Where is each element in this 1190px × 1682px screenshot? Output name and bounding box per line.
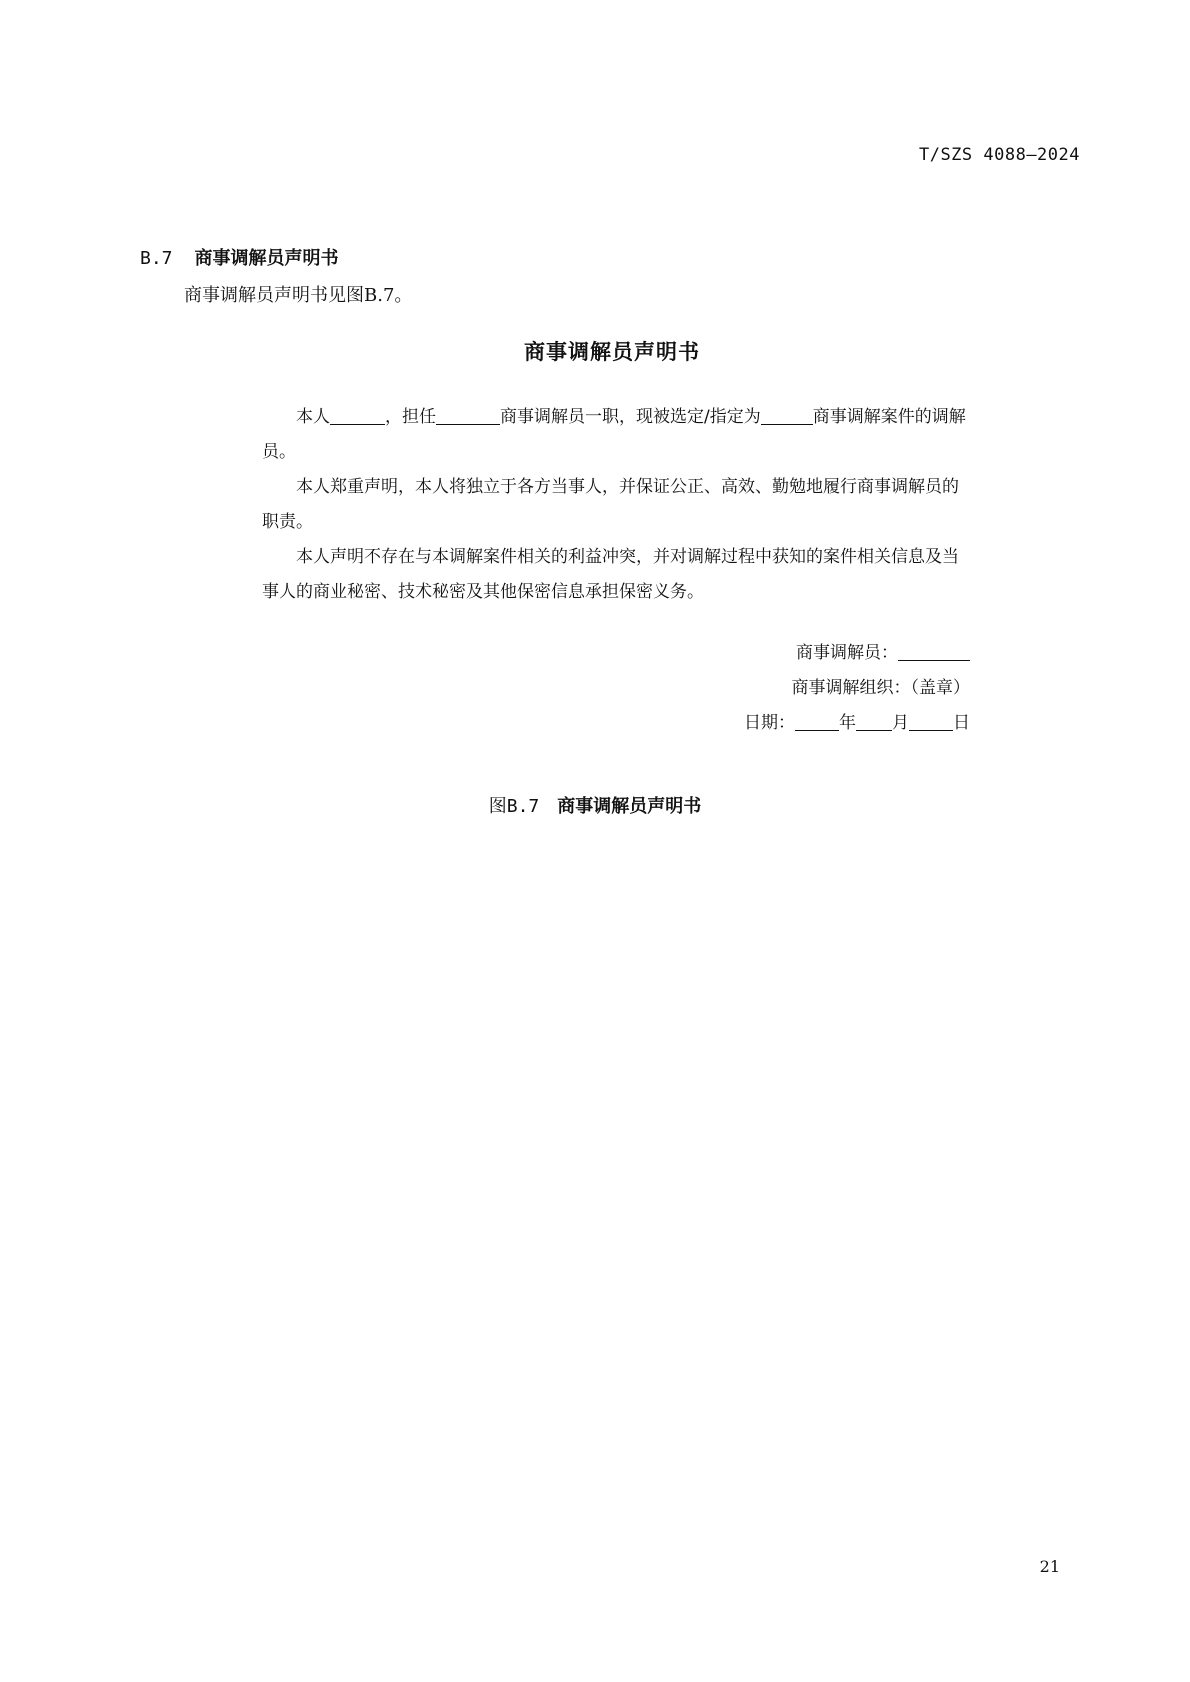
- mediator-blank: [898, 642, 970, 661]
- section-title: 商事调解员声明书: [194, 248, 339, 269]
- paragraph-text: 商事调解案件的调解员。: [262, 407, 966, 462]
- month-blank: [856, 712, 892, 731]
- name-blank: [330, 406, 385, 425]
- standard-number: T/SZS 4088—2024: [918, 145, 1080, 165]
- organization-blank: [436, 406, 500, 425]
- form-title: 商事调解员声明书: [524, 340, 700, 364]
- mediator-label: 商事调解员：: [796, 643, 898, 663]
- section-number: B.7: [140, 248, 173, 269]
- day-label: 日: [953, 713, 970, 733]
- form-paragraph-duty: 本人郑重声明，本人将独立于各方当事人，并保证公正、高效、勤勉地履行商事调解员的职责。: [262, 477, 959, 532]
- section-heading: [140, 244, 339, 270]
- page-number: 21: [1039, 1557, 1060, 1576]
- paragraph-text: ，担任: [385, 407, 436, 427]
- year-blank: [795, 712, 839, 731]
- mediator-signature-line: [744, 636, 970, 671]
- organization-seal-line: 商事调解组织：（盖章）: [791, 678, 970, 698]
- year-label: 年: [839, 713, 856, 733]
- date-line: [744, 706, 970, 741]
- form-paragraph-confidentiality: 本人声明不存在与本调解案件相关的利益冲突，并对调解过程中获知的案件相关信息及当事人的商业秘密、技术秘密及其他保密信息承担保密义务。: [262, 547, 959, 602]
- signature-block: [744, 636, 970, 741]
- section-intro: 商事调解员声明书见图B.7。: [184, 285, 413, 306]
- paragraph-text: 本人: [296, 407, 330, 427]
- month-label: 月: [892, 713, 909, 733]
- form-body: [262, 400, 970, 610]
- date-label: 日期：: [744, 713, 795, 733]
- figure-caption: [0, 792, 1190, 818]
- figure-number: 图B.7: [488, 796, 540, 817]
- day-blank: [909, 712, 953, 731]
- declaration-form-figure: [262, 330, 970, 760]
- figure-title: 商事调解员声明书: [557, 796, 702, 817]
- form-paragraph-appointment: [262, 400, 970, 470]
- case-blank: [761, 406, 813, 425]
- paragraph-text: 商事调解员一职，现被选定/指定为: [500, 407, 761, 427]
